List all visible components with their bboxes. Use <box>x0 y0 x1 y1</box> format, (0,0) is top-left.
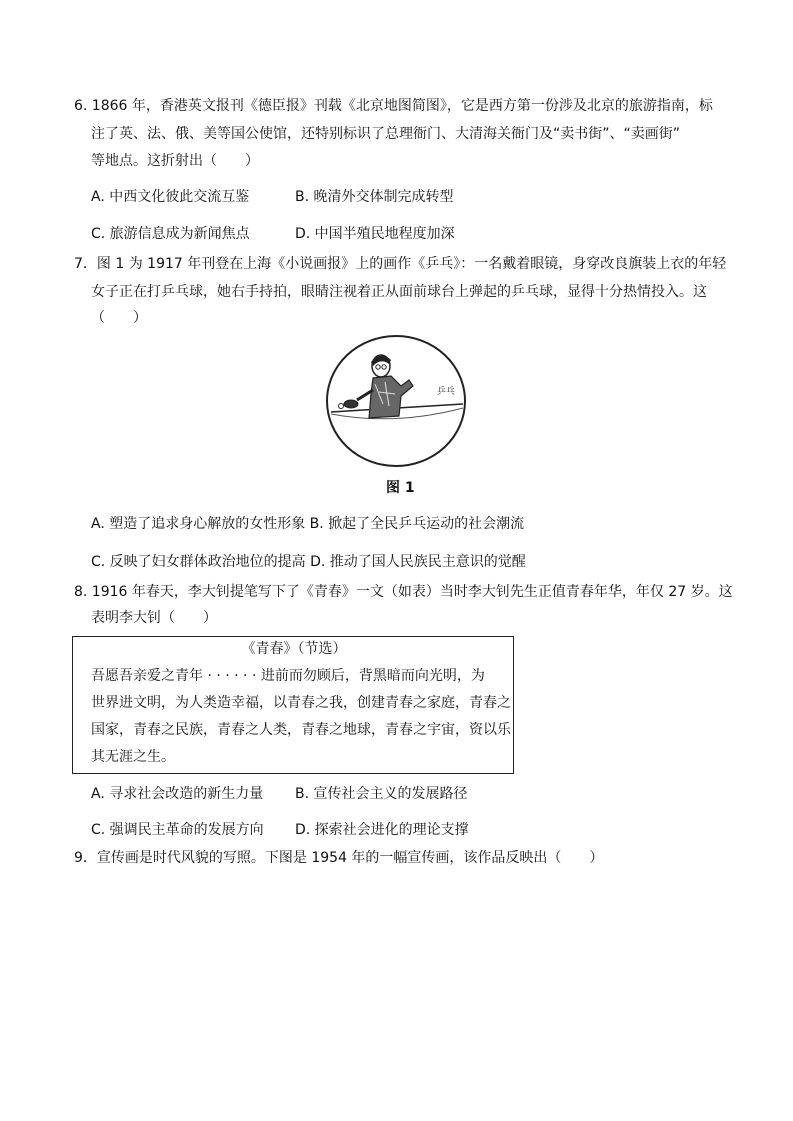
q6-stem-line-3: 等地点。这折射出（ ） <box>91 153 259 169</box>
q7-stem-line-3: （ ） <box>91 310 147 326</box>
q8-option-c: C. 强调民主革命的发展方向 <box>91 822 264 838</box>
q8-stem-line-2: 表明李大钊（ ） <box>91 610 217 626</box>
passage-box <box>72 636 514 774</box>
q7-stem-line-1: 7．图 1 为 1917 年刊登在上海《小说画报》上的画作《乒乓》：一名戴着眼镜，身穿改良旗装上衣的年轻 <box>74 256 727 272</box>
q6-option-c: C. 旅游信息成为新闻焦点 <box>91 226 250 242</box>
passage-title: 《青春》（节选） <box>241 641 347 657</box>
q6-option-a: A. 中西文化彼此交流互鉴 <box>91 189 250 205</box>
q7-options-ab: A. 塑造了追求身心解放的女性形象 B. 掀起了全民乒乓运动的社会潮流 <box>91 516 525 532</box>
q8-stem-line-1: 8. 1916 年春天，李大钊提笔写下了《青春》一文（如表）当时李大钊先生正值青春年华，年仅 27 岁。这 <box>74 584 733 600</box>
q6-option-b: B. 晚清外交体制完成转型 <box>295 189 454 205</box>
q6-stem-line-2: 注了英、法、俄、美等国公使馆，还特别标识了总理衙门、大清海关衙门及“卖书街”、“卖画街” <box>91 126 681 142</box>
ping-pong-drawing <box>325 334 468 468</box>
passage-line-4: 其无涯之生。 <box>91 749 175 765</box>
passage-line-2: 世界进文明，为人类造幸福，以青春之我，创建青春之家庭，青春之 <box>91 695 511 711</box>
q8-option-b: B. 宣传社会主义的发展路径 <box>295 786 468 802</box>
figure-inscription: 乒乓 <box>437 387 456 397</box>
q6-stem-line-1: 6. 1866 年，香港英文报刊《德臣报》刊载《北京地图简图》，它是西方第一份涉及北京的旅游指南，标 <box>74 98 713 114</box>
q9-stem-line-1: 9．宣传画是时代风貌的写照。下图是 1954 年的一幅宣传画，该作品反映出（ ） <box>74 850 604 866</box>
q6-option-d: D. 中国半殖民地程度加深 <box>295 226 455 242</box>
q8-option-d: D. 探索社会进化的理论支撑 <box>295 822 469 838</box>
q8-option-a: A. 寻求社会改造的新生力量 <box>91 786 264 802</box>
figure-caption: 图 1 <box>386 480 415 496</box>
ping-pong-illustration <box>325 334 468 468</box>
passage-line-3: 国家，青春之民族，青春之人类，青春之地球，青春之宇宙，资以乐 <box>91 722 511 738</box>
q7-stem-line-2: 女子正在打乒乓球，她右手持拍，眼睛注视着正从面前球台上弹起的乒乓球，显得十分热情投入。这 <box>91 284 707 300</box>
passage-line-1: 吾愿吾亲爱之青年 · · · · · · 进前而勿顾后，背黑暗而向光明，为 <box>91 668 485 684</box>
q7-options-cd: C. 反映了妇女群体政治地位的提高 D. 推动了国人民族民主意识的觉醒 <box>91 554 526 570</box>
